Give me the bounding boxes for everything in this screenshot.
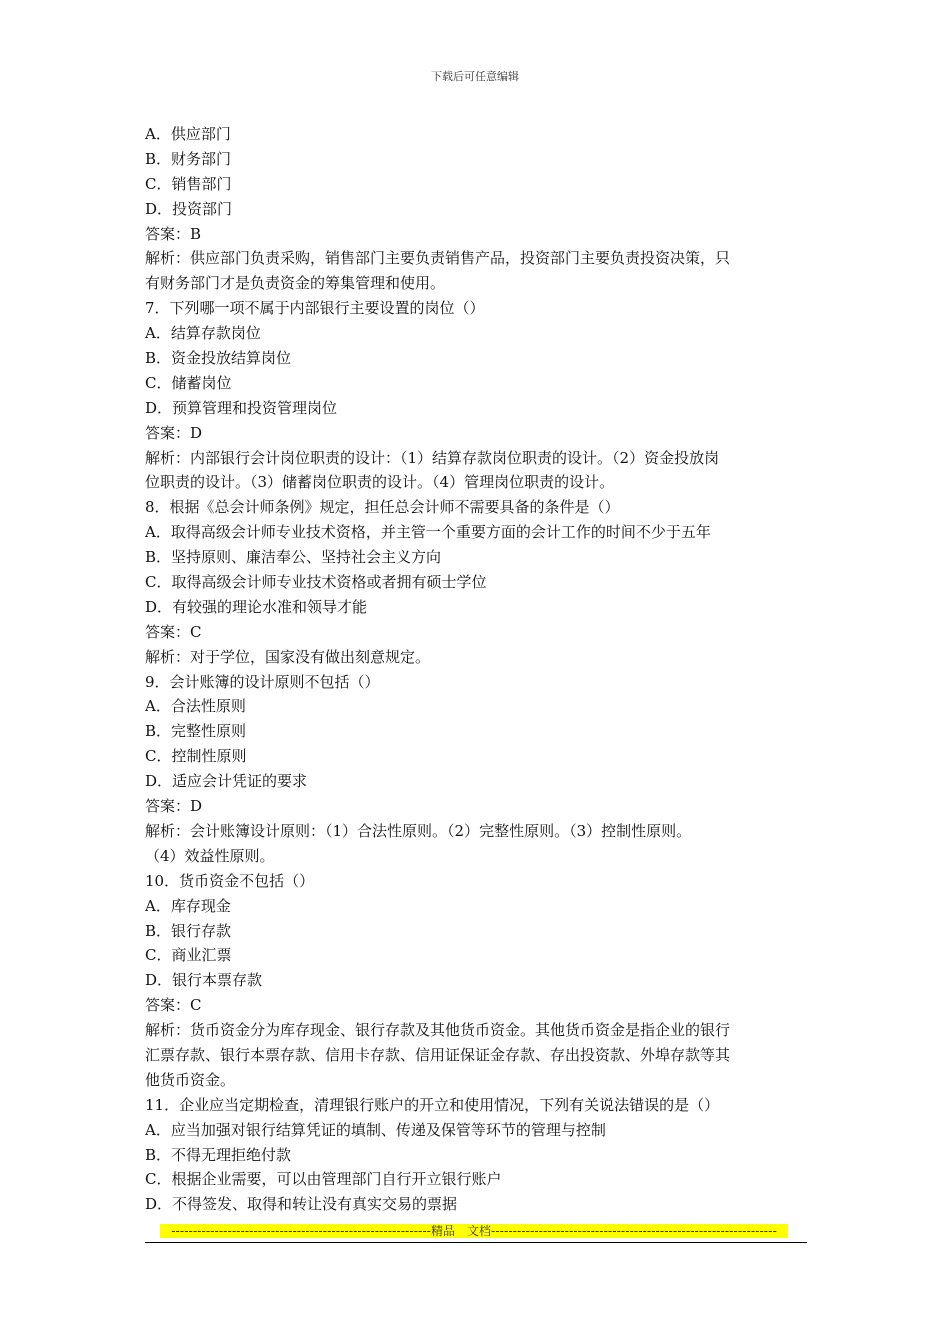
footer-divider	[145, 1242, 807, 1243]
text-line: A．库存现金	[145, 896, 231, 915]
question-line: 8．根据《总会计师条例》规定，担任总会计师不需要具备的条件是（）	[145, 498, 620, 517]
answer-line: 答案：B	[145, 224, 202, 243]
text-line: C．控制性原则	[145, 747, 247, 766]
text-line: D．适应会计凭证的要求	[145, 772, 308, 791]
question-line: 10．货币资金不包括（）	[145, 871, 315, 890]
explanation-line: 解析：内部银行会计岗位职责的设计：（1）结算存款岗位职责的设计。（2）资金投放岗	[145, 448, 720, 467]
explanation-line: 解析：对于学位，国家没有做出刻意规定。	[145, 647, 431, 666]
document-body	[145, 122, 810, 1217]
answer-line: 答案：D	[145, 797, 203, 816]
text-line: B．不得无理拒绝付款	[145, 1145, 292, 1164]
explanation-line: 解析：供应部门负责采购，销售部门主要负责销售产品，投资部门主要负责投资决策，只	[145, 249, 731, 268]
text-line: A．合法性原则	[145, 697, 246, 716]
explanation-line: 有财务部门才是负责资金的筹集管理和使用。	[145, 274, 446, 293]
text-line: D．投资部门	[145, 199, 233, 218]
text-line: A．供应部门	[145, 125, 231, 143]
text-line: D．有较强的理论水准和领导才能	[145, 597, 368, 616]
text-line: C．根据企业需要，可以由管理部门自行开立银行账户	[145, 1170, 502, 1189]
question-line: 7．下列哪一项不属于内部银行主要设置的岗位（）	[145, 299, 485, 318]
question-line: 9．会计账簿的设计原则不包括（）	[145, 672, 380, 691]
question-line: 11．企业应当定期检查，清理银行账户的开立和使用情况，下列有关说法错误的是（）	[145, 1095, 720, 1114]
explanation-line: 解析：会计账簿设计原则：（1）合法性原则。（2）完整性原则。（3）控制性原则。	[145, 821, 692, 840]
page-header: 下载后可任意编辑	[431, 70, 519, 83]
text-line: B．财务部门	[145, 149, 232, 168]
text-line: A．结算存款岗位	[145, 324, 261, 343]
footer-banner: ------------------------------------------------------------精品 文档------------------------------------------------------------------	[160, 1224, 788, 1238]
explanation-line: 解析：货币资金分为库存现金、银行存款及其他货币资金。其他货币资金是指企业的银行	[145, 1021, 731, 1040]
text-line: D．不得签发、取得和转让没有真实交易的票据	[145, 1195, 458, 1214]
text-line: A．应当加强对银行结算凭证的填制、传递及保管等环节的管理与控制	[145, 1120, 606, 1139]
explanation-line: （4）效益性原则。	[145, 846, 275, 865]
text-line: B．坚持原则、廉洁奉公、坚持社会主义方向	[145, 548, 442, 567]
text-line: C．储蓄岗位	[145, 373, 232, 392]
text-line: B．完整性原则	[145, 722, 247, 741]
answer-line: 答案：C	[145, 622, 202, 641]
text-line: A．取得高级会计师专业技术资格，并主管一个重要方面的会计工作的时间不少于五年	[145, 523, 711, 542]
answer-line: 答案：D	[145, 423, 203, 442]
text-line: D．预算管理和投资管理岗位	[145, 398, 338, 417]
explanation-line: 位职责的设计。（3）储蓄岗位职责的设计。（4）管理岗位职责的设计。	[145, 473, 615, 492]
explanation-line: 汇票存款、银行本票存款、信用卡存款、信用证保证金存款、存出投资款、外埠存款等其	[145, 1045, 731, 1064]
answer-line: 答案：C	[145, 996, 202, 1015]
text-line: B．银行存款	[145, 921, 232, 940]
text-line: C．商业汇票	[145, 946, 232, 965]
text-line: B．资金投放结算岗位	[145, 349, 292, 368]
explanation-line: 他货币资金。	[145, 1070, 236, 1089]
text-line: D．银行本票存款	[145, 971, 263, 990]
text-line: C．取得高级会计师专业技术资格或者拥有硕士学位	[145, 573, 487, 592]
text-line: C．销售部门	[145, 174, 232, 193]
